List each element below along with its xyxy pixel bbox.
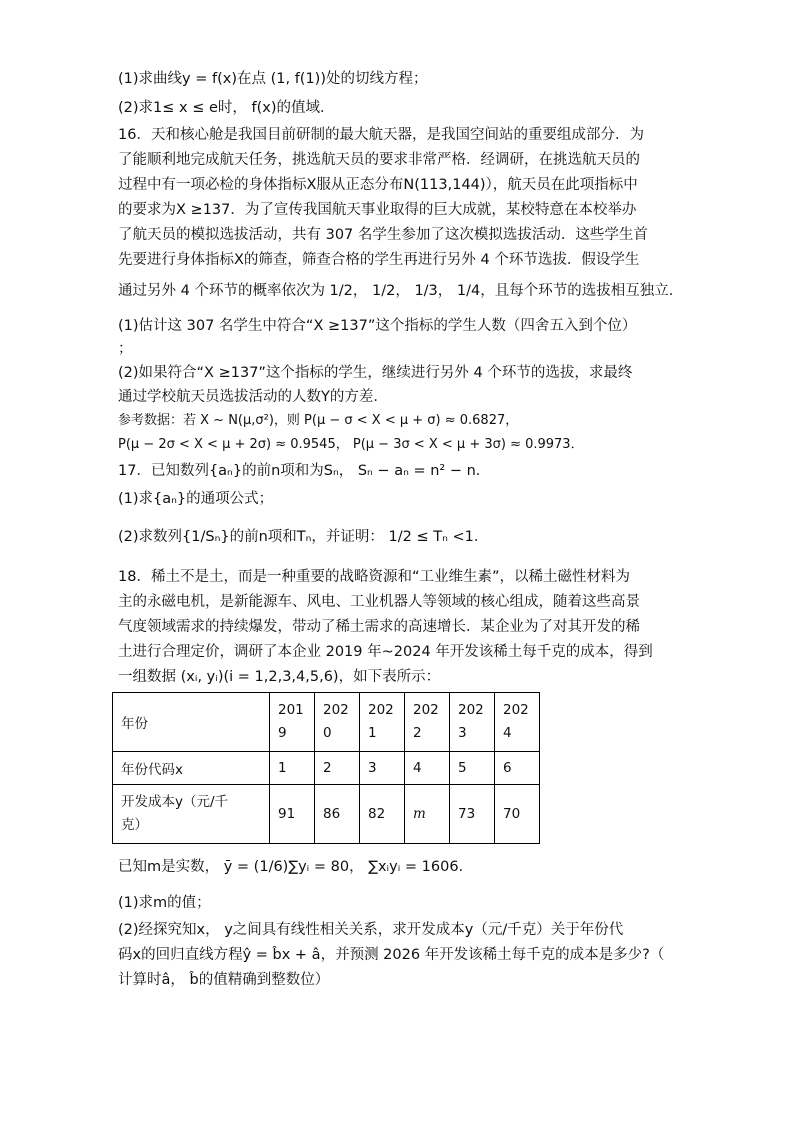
q16-line: 了能顺利地完成航天任务，挑选航天员的要求非常严格．经调研，在挑选航天员的 [118, 152, 640, 168]
q18-line: 气度领域需求的持续爆发，带动了稀土需求的高速增长．某企业为了对其开发的稀 [118, 619, 640, 635]
table-cell: m [405, 785, 450, 844]
q16-line: 了航天员的模拟选拔活动，共有 307 名学生参加了这次模拟选拔活动．这些学生首 [118, 227, 648, 243]
q18-line: 土进行合理定价，调研了本企业 2019 年~2024 年开发该稀土每千克的成本，得到 [118, 644, 653, 660]
table-cell: 70 [495, 785, 540, 844]
q18-part1: (1)求m的值； [118, 895, 211, 911]
table-cell: 202 2 [405, 693, 450, 752]
table-cell: 5 [450, 752, 495, 785]
q15-part1: (1)求曲线y = f(x)在点 (1, f(1))处的切线方程； [118, 71, 428, 87]
table-cell: 201 9 [270, 693, 315, 752]
q16-part1: (1)估计这 307 名学生中符合“X ≥137”这个指标的学生人数（四舍五入到个位） [118, 318, 637, 334]
table-header-year: 年份 [113, 693, 270, 752]
q16-reference-1: 参考数据：若 X ~ N(μ,σ²)，则 P(μ − σ < X < μ + σ) ≈ 0.6827， [118, 413, 519, 428]
table-cell: 3 [360, 752, 405, 785]
q18-part2-cont: 码x的回归直线方程ŷ = b̂x + â，并预测 2026 年开发该稀土每千克的成本是多少?（ [118, 947, 665, 963]
q18-line: 主的永磁电机，是新能源车、风电、工业机器人等领域的核心组成，随着这些高景 [118, 594, 640, 610]
q16-part2-cont: 通过学校航天员选拔活动的人数Y的方差． [118, 389, 388, 405]
q18-part2-cont: 计算时â， b̂的值精确到整数位） [118, 972, 330, 988]
q17-stem: 17．已知数列{aₙ}的前n项和为Sₙ， Sₙ − aₙ = n² − n． [118, 463, 491, 479]
table-cell: 2 [315, 752, 360, 785]
table-row [113, 752, 540, 785]
table-cell: 6 [495, 752, 540, 785]
q16-part2: (2)如果符合“X ≥137”这个指标的学生，继续进行另外 4 个环节的选拔，求最终 [118, 365, 633, 381]
table-header-cost: 开发成本y（元/千 克） [113, 785, 270, 844]
q16-line: 的要求为X ≥137．为了宣传我国航天事业取得的巨大成就，某校特意在本校举办 [118, 202, 637, 218]
q18-given: 已知m是实数， ȳ = (1/6)∑yᵢ = 80， ∑xᵢyᵢ = 1606． [118, 859, 474, 875]
table-cell: 202 0 [315, 693, 360, 752]
q16-line: 16．天和核心舱是我国目前研制的最大航天器，是我国空间站的重要组成部分．为 [118, 127, 644, 143]
table-row [113, 785, 540, 844]
q18-line: 18．稀土不是土，而是一种重要的战略资源和“工业维生素”，以稀土磁性材料为 [118, 569, 630, 585]
table-cell: 73 [450, 785, 495, 844]
table-cell: 202 1 [360, 693, 405, 752]
table-header-code: 年份代码x [113, 752, 270, 785]
q16-part1-tail: ； [118, 341, 133, 357]
table-cell: 202 3 [450, 693, 495, 752]
q18-line: 一组数据 (xᵢ, yᵢ)(i = 1,2,3,4,5,6)，如下表所示： [118, 669, 441, 685]
table-cell: 82 [360, 785, 405, 844]
q17-part2: (2)求数列{1/Sₙ}的前n项和Tₙ，并证明： 1/2 ≤ Tₙ <1． [118, 529, 489, 545]
q17-part1: (1)求{aₙ}的通项公式； [118, 491, 274, 507]
q15-part2: (2)求1≤ x ≤ e时， f(x)的值域． [118, 100, 335, 116]
table-cell: 202 4 [495, 693, 540, 752]
table-cell: 91 [270, 785, 315, 844]
table-cell: 86 [315, 785, 360, 844]
q16-line: 过程中有一项必检的身体指标X服从正态分布N(113,144)），航天员在此项指标中 [118, 177, 638, 193]
table-cell: 1 [270, 752, 315, 785]
table-cell: 4 [405, 752, 450, 785]
table-row [113, 693, 540, 752]
q16-line: 通过另外 4 个环节的概率依次为 1/2， 1/2， 1/3， 1/4，且每个环节的选拔相互独立． [118, 283, 684, 299]
q18-part2: (2)经探究知x， y之间具有线性相关关系，求开发成本y（元/千克）关于年份代 [118, 922, 624, 938]
cost-table [112, 692, 540, 844]
q16-reference-2: P(μ − 2σ < X < μ + 2σ) ≈ 0.9545， P(μ − 3σ < X < μ + 3σ) ≈ 0.9973． [118, 437, 584, 452]
q16-line: 先要进行身体指标X的筛查，筛查合格的学生再进行另外 4 个环节选拔．假设学生 [118, 252, 640, 268]
